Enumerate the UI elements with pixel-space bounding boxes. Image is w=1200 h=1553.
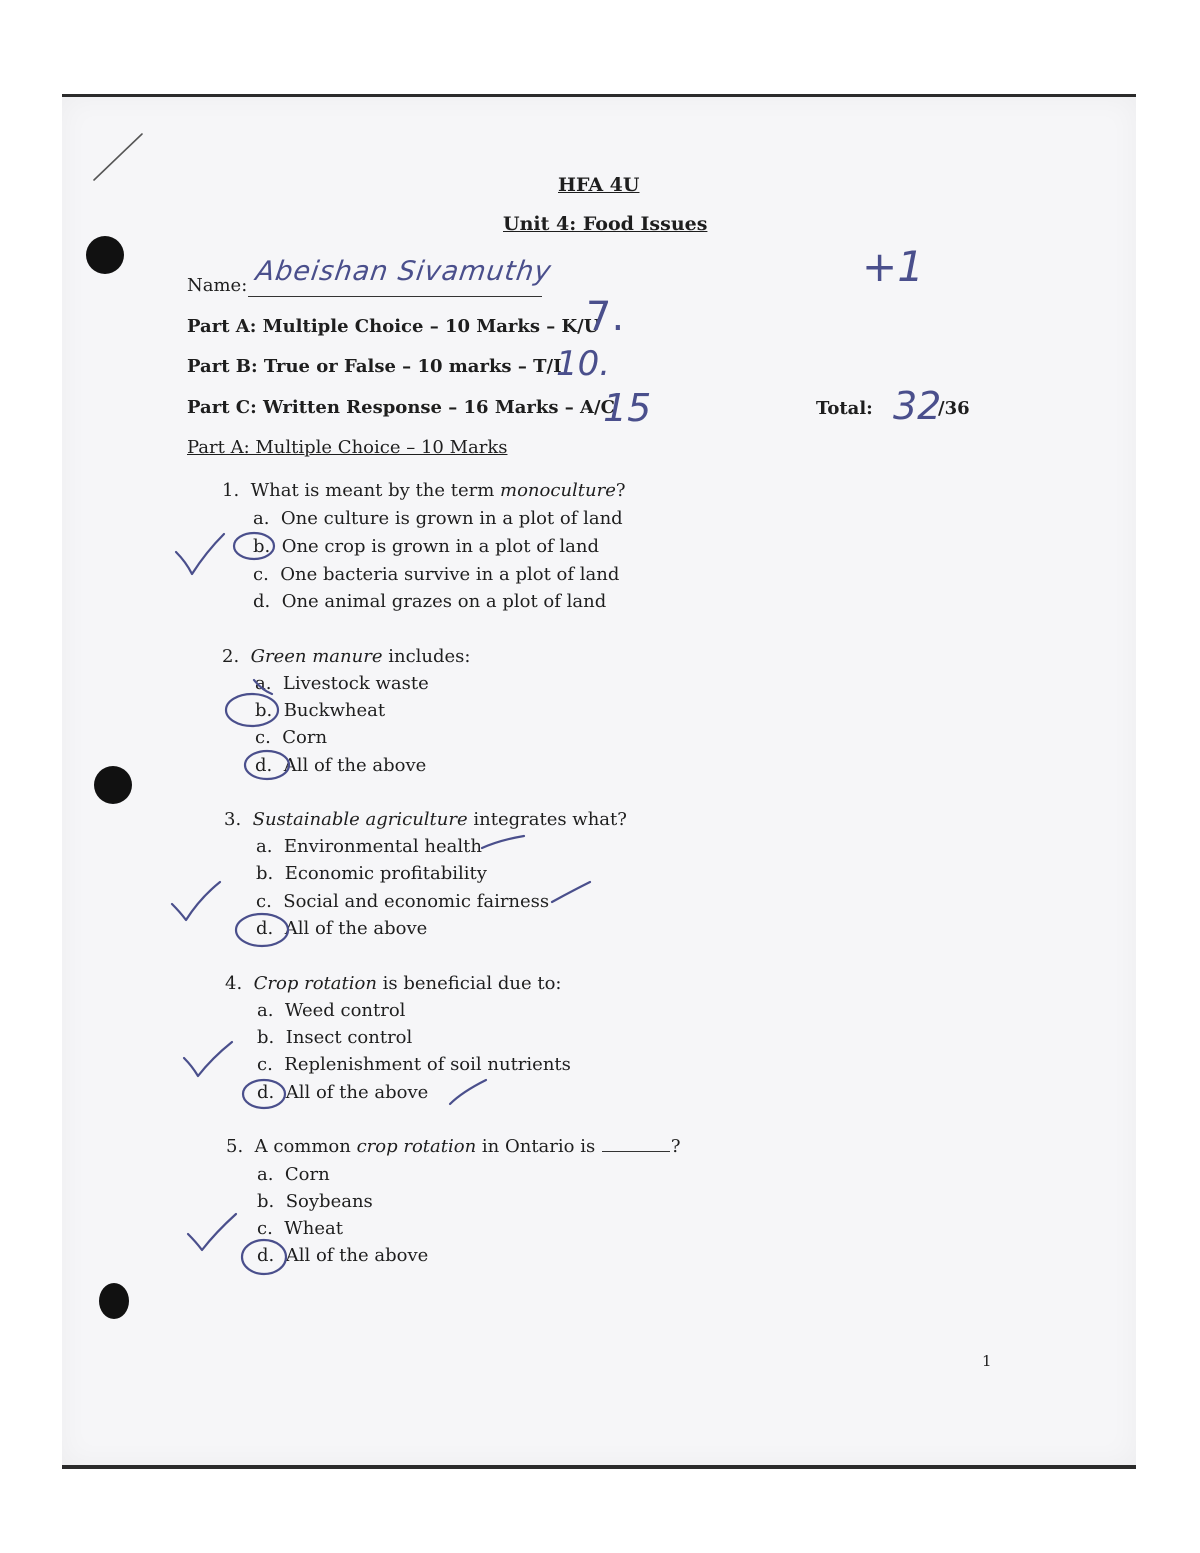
option-text: One animal grazes on a plot of land [281,591,607,612]
option-letter: b. [255,700,273,721]
option-letter: b. [256,863,274,884]
option-text: All of the above [284,918,428,939]
option-letter: b. [253,536,271,557]
option-text: One bacteria survive in a plot of land [280,564,620,585]
option-text: Buckwheat [283,700,386,721]
option-text: Environmental health [283,836,482,857]
section-heading: Part A: Multiple Choice – 10 Marks [187,437,508,458]
option-letter: c. [257,1054,273,1075]
name-label: Name: [187,275,248,296]
question-4 [225,973,561,994]
option-4c[interactable] [257,1054,571,1075]
question-number: 5. [226,1136,244,1157]
option-3d[interactable] [256,918,427,939]
question-1 [222,480,626,501]
question-text-end: integrates what? [467,809,627,830]
question-number: 2. [222,646,240,667]
option-letter: d. [256,918,274,939]
option-text: Livestock waste [282,673,429,694]
option-text: Social and economic fairness [283,891,550,912]
question-text-end: includes: [382,646,471,667]
option-text: All of the above [285,1245,429,1266]
question-text: What is meant by the term [250,480,501,501]
part-b-score-handwritten: 10. [556,344,611,384]
option-letter: a. [256,836,273,857]
question-5 [226,1136,681,1157]
option-text: Weed control [284,1000,406,1021]
option-1d[interactable] [253,591,606,612]
option-letter: a. [255,673,272,694]
option-letter: b. [257,1191,275,1212]
name-line [248,296,542,297]
option-text: Corn [284,1164,330,1185]
bonus-mark-handwritten: +1 [862,242,924,291]
option-letter: d. [257,1245,275,1266]
option-3a[interactable] [256,836,482,857]
binder-hole-middle [94,766,132,804]
question-term: crop rotation [356,1136,477,1157]
option-3b[interactable] [256,863,487,884]
option-letter: a. [253,508,270,529]
option-2b[interactable] [255,700,385,721]
unit-title: Unit 4: Food Issues [503,213,708,235]
option-letter: c. [257,1218,273,1239]
page-number: 1 [982,1352,992,1370]
question-text: A common [254,1136,357,1157]
option-3c[interactable] [256,891,549,912]
option-letter: c. [256,891,272,912]
option-text: One crop is grown in a plot of land [281,536,600,557]
question-term: monoculture [500,480,616,501]
option-text: Corn [282,727,328,748]
question-text-end: is beneficial due to: [376,973,562,994]
option-letter: b. [257,1027,275,1048]
part-c-score-handwritten: 15 [603,386,652,430]
option-2c[interactable] [255,727,327,748]
question-term: Green manure [250,646,383,667]
question-number: 1. [222,480,240,501]
binder-hole-bottom [99,1283,129,1319]
option-5d[interactable] [257,1245,428,1266]
option-1b[interactable] [253,536,599,557]
option-5c[interactable] [257,1218,343,1239]
answer-blank[interactable] [602,1151,670,1152]
option-letter: d. [257,1082,275,1103]
question-mark: ? [670,1136,681,1157]
option-letter: d. [255,755,273,776]
option-letter: c. [255,727,271,748]
option-text: All of the above [285,1082,429,1103]
option-1a[interactable] [253,508,623,529]
option-text: Economic profitability [284,863,487,884]
binder-hole-top [86,236,124,274]
question-number: 3. [224,809,242,830]
total-max: /36 [938,398,970,419]
student-name-handwritten: Abeishan Sivamuthy [253,256,554,287]
option-letter: a. [257,1164,274,1185]
question-text-end: ? [615,480,626,501]
option-4b[interactable] [257,1027,412,1048]
option-text: Replenishment of soil nutrients [284,1054,571,1075]
option-4d[interactable] [257,1082,428,1103]
option-text: One culture is grown in a plot of land [280,508,623,529]
option-5b[interactable] [257,1191,373,1212]
question-2 [222,646,470,667]
option-text: Soybeans [285,1191,373,1212]
option-letter: d. [253,591,271,612]
option-text: Wheat [284,1218,343,1239]
part-a-score-handwritten: 7. [586,294,625,340]
question-text-end: in Ontario is [476,1136,601,1157]
part-a-label: Part A: Multiple Choice – 10 Marks – K/U [187,316,600,337]
option-text: Insect control [285,1027,413,1048]
option-5a[interactable] [257,1164,330,1185]
option-2d[interactable] [255,755,426,776]
question-3 [224,809,627,830]
part-b-label: Part B: True or False – 10 marks – T/I [187,356,562,377]
course-code: HFA 4U [558,174,640,196]
question-number: 4. [225,973,243,994]
part-c-label: Part C: Written Response – 16 Marks – A/C [187,397,615,418]
total-label: Total: [816,398,873,419]
question-term: Crop rotation [253,973,377,994]
option-1c[interactable] [253,564,619,585]
option-letter: c. [253,564,269,585]
total-score-handwritten: 32 [893,384,942,428]
option-4a[interactable] [257,1000,405,1021]
option-text: All of the above [283,755,427,776]
option-letter: a. [257,1000,274,1021]
question-term: Sustainable agriculture [252,809,468,830]
option-2a[interactable] [255,673,429,694]
